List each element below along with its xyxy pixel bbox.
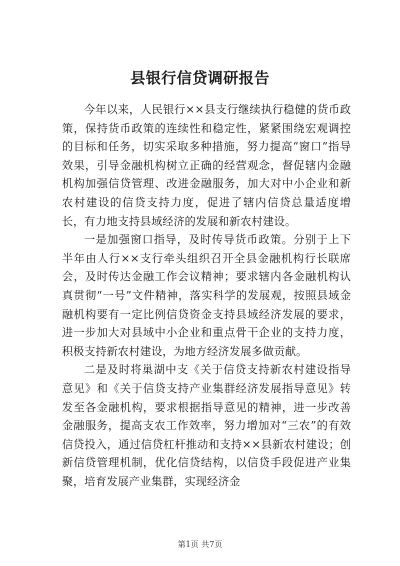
paragraph-guidance-opinions: 二是及时将巢湖中支《关于信贷支持新农村建设指导意见》和《关于信贷支持产业集群经济发展指导意见》转发至各金融机构，要求根据指导意见的精神，进一步改善金融服务，提高支农工作效率，努力增加对“三农”的有效信贷投入，通过信贷杠杆推动和支持××县新农村建设；创新信贷管理机制，优化信贷结构，以信贷手段促进产业集聚，培育发展产业集群，实现经济金 (62, 363, 351, 488)
document-body (62, 101, 351, 491)
document-title: 县银行信贷调研报告 (130, 69, 270, 87)
paragraph-intro: 今年以来，人民银行××县支行继续执行稳健的货币政策，保持货币政策的连续性和稳定性，紧紧围绕宏观调控的目标和任务，切实采取多种措施，努力提高“窗口”指导效果，引导金融机构树立正确的经营观念，督促辖内金融机构加强信贷管理、改进金融服务，加大对中小企业和新农村建设的信贷支持力度，促进了辖内信贷总量适度增长，有力地支持县域经济的发展和新农村建设。 (62, 103, 351, 228)
paragraph-window-guidance: 一是加强窗口指导，及时传导货币政策。分别于上下半年由人行××支行牵头组织召开全县金融机构行长联席会，及时传达金融工作会议精神；要求辖内各金融机构认真贯彻“一号”文件精神，落实科学的发展观，按照县域金融机构要有一定比例信贷资金支持县域经济发展的要求，进一步加大对县域中小企业和重点骨干企业的支持力度，积极支持新农村建设，为地方经济发展多做贡献。 (62, 233, 351, 358)
page-number-footer: 第1页 共7页 (177, 540, 223, 549)
